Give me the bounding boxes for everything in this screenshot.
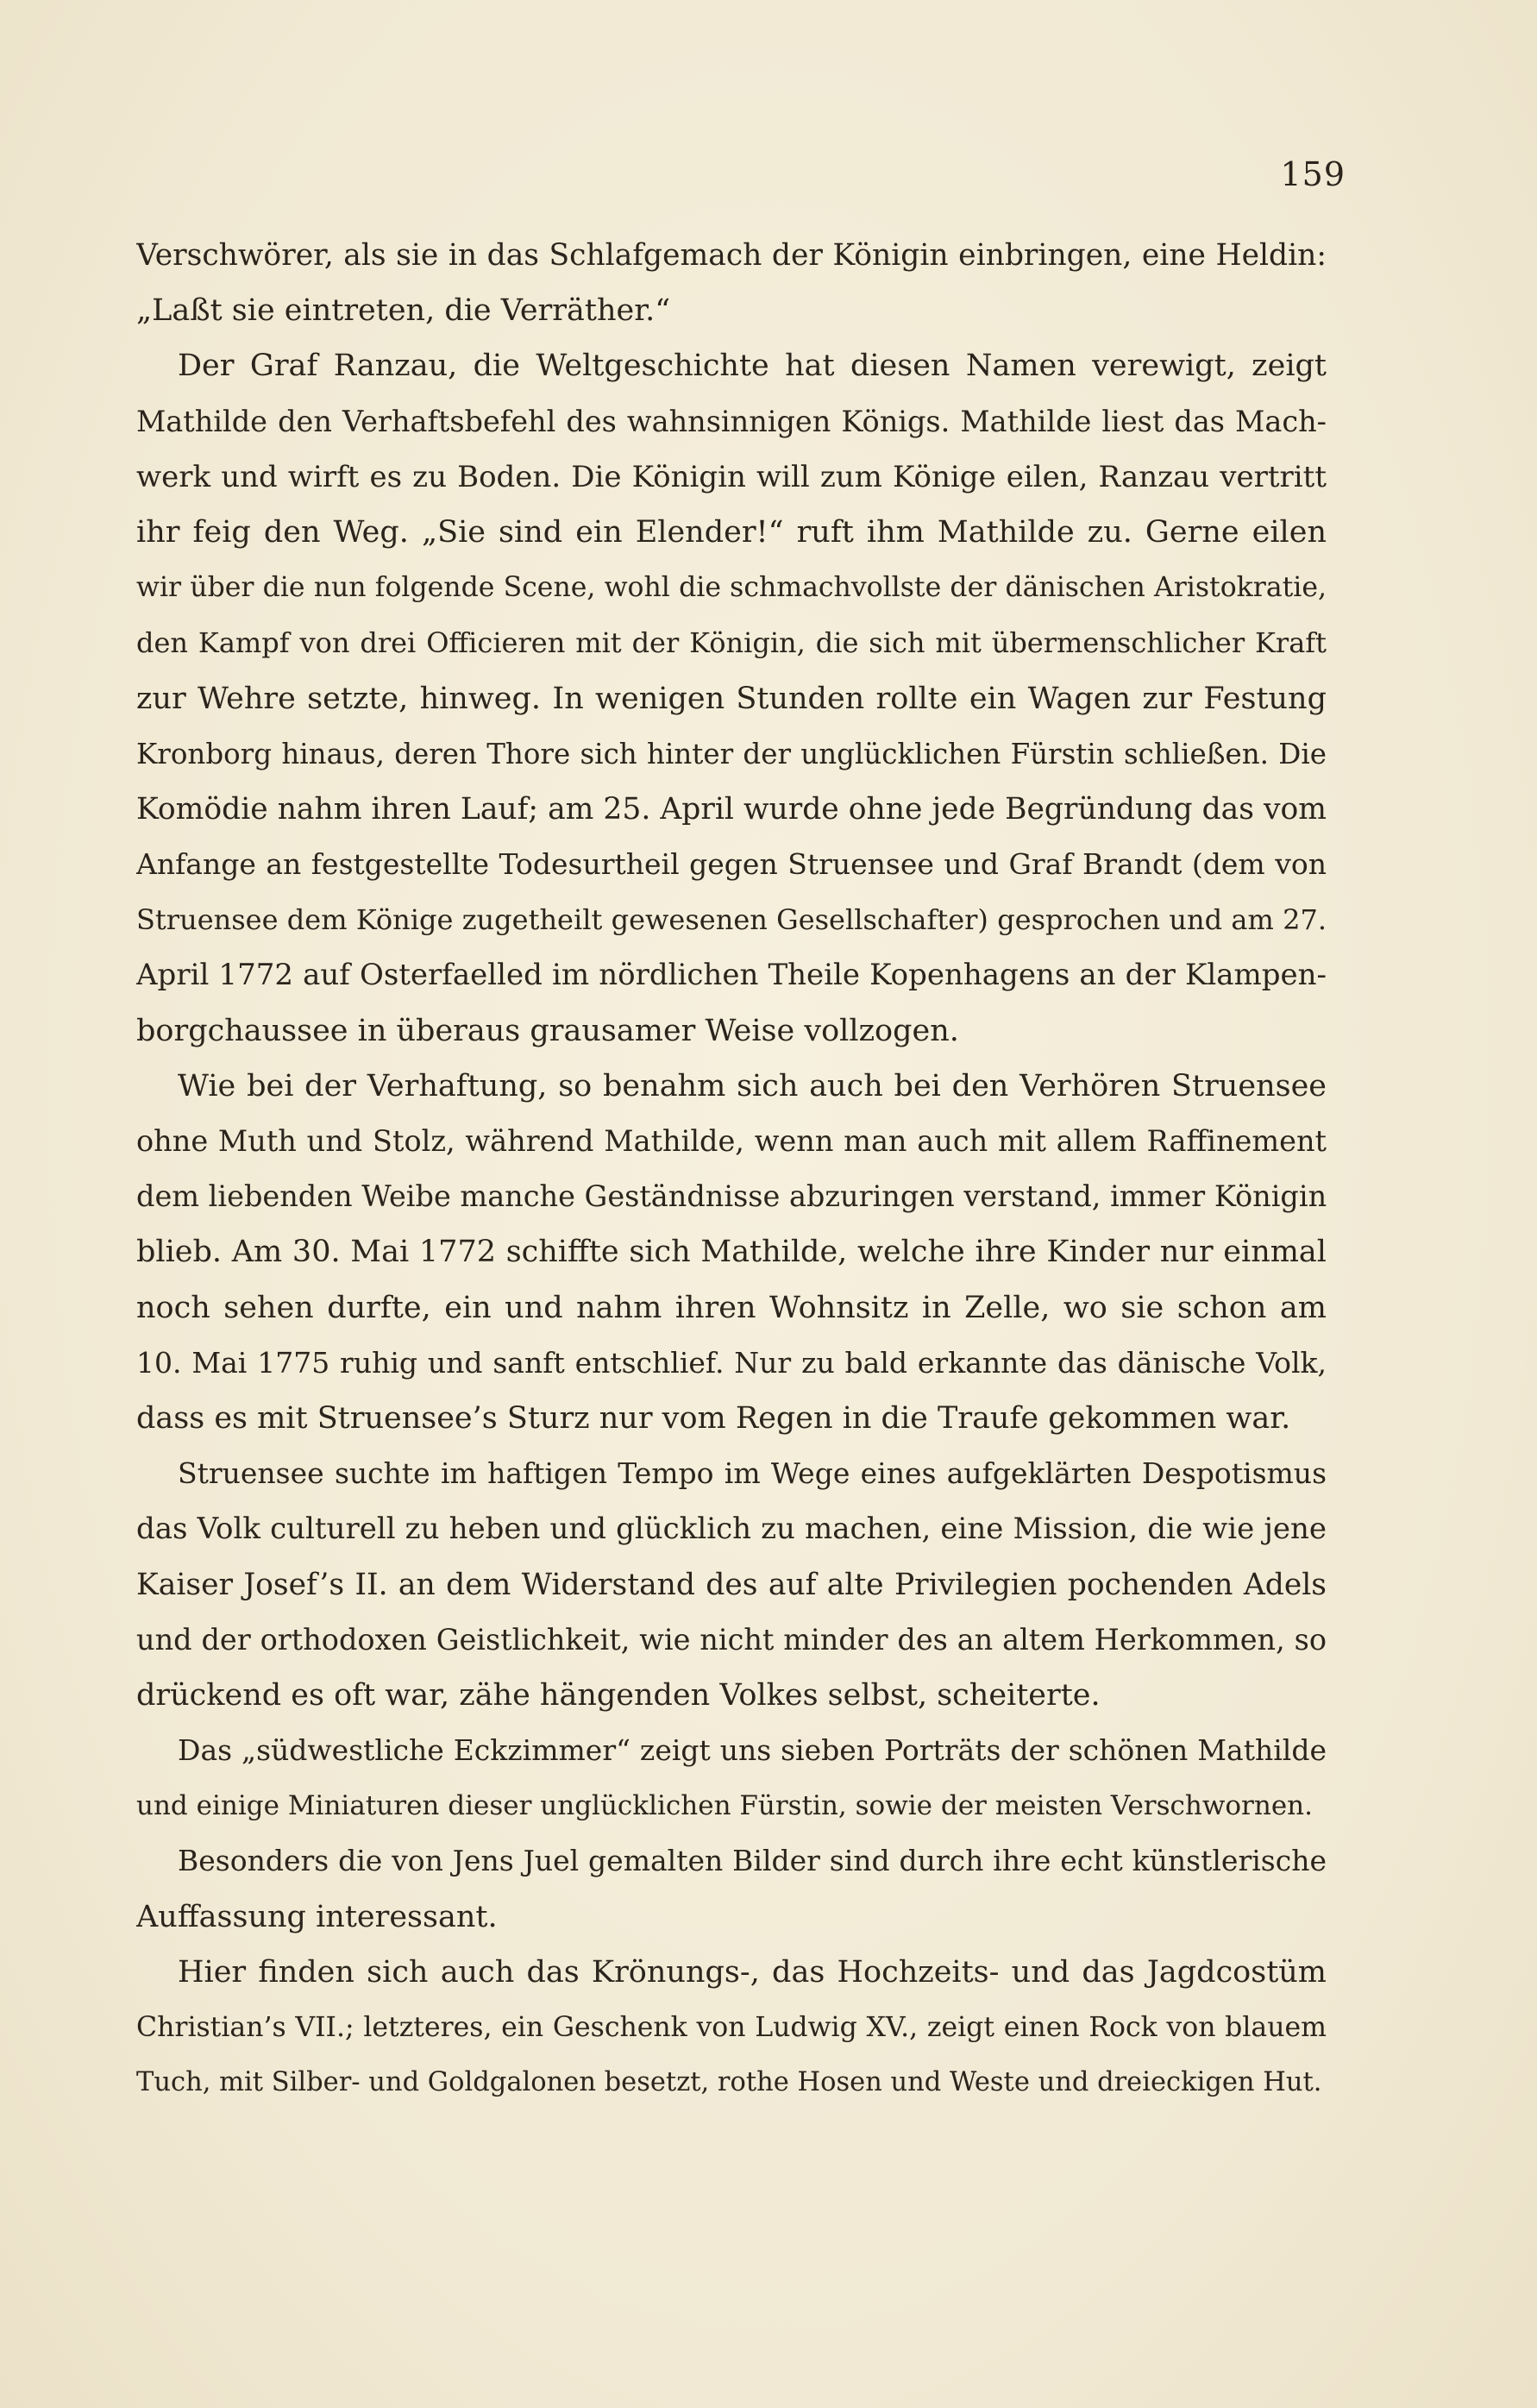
text-line: Auffassung interessant. [136, 1899, 498, 1934]
body-text [136, 228, 1327, 2110]
text-line: Struensee dem Könige zugetheilt gewesenen Gesellschafter) gesprochen und am 27. [136, 903, 1327, 937]
text-line: und der orthodoxen Geistlichkeit, wie nicht minder des an altem Herkommen, so [136, 1622, 1327, 1657]
page-number: 159 [1280, 155, 1346, 193]
text-line: zur Wehre setzte, hinweg. In wenigen Stunden rollte ein Wagen zur Festung [136, 681, 1327, 716]
text-line: dem liebenden Weibe manche Geständnisse abzuringen verstand, immer Königin [136, 1179, 1327, 1214]
text-line: Der Graf Ranzau, die Weltgeschichte hat diesen Namen verewigt, zeigt [178, 349, 1327, 384]
text-line: 10. Mai 1775 ruhig und sanft entschlief. Nur zu bald erkannte das dänische Volk, [136, 1345, 1327, 1380]
text-line: ihr feig den Weg. „Sie sind ein Elender!“ ruft ihm Mathilde zu. Gerne eilen [136, 514, 1327, 550]
text-line: wir über die nun folgende Scene, wohl die schmachvollste der dänischen Aristokratie, [136, 572, 1327, 604]
text-line: den Kampf von drei Officieren mit der Königin, die sich mit übermenschlicher Kraft [136, 626, 1327, 660]
text-line: Tuch, mit Silber- und Goldgalonen besetzt, rothe Hosen und Weste und dreieckigen Hut. [136, 2067, 1322, 2098]
text-line: das Volk culturell zu heben und glücklich zu machen, eine Mission, die wie jene [136, 1512, 1327, 1547]
text-line: Wie bei der Verhaftung, so benahm sich auch bei den Verhören Struensee [178, 1068, 1327, 1103]
text-line: Kronborg hinaus, deren Thore sich hinter der unglücklichen Fürstin schließen. Die [136, 737, 1327, 770]
text-line: noch sehen durfte, ein und nahm ihren Wohnsitz in Zelle, wo sie schon am [136, 1290, 1327, 1325]
text-line: borgchaussee in überaus grausamer Weise vollzogen. [136, 1013, 959, 1048]
text-line: Christian’s VII.; letzteres, ein Geschenk von Ludwig XV., zeigt einen Rock von blauem [136, 2012, 1327, 2043]
text-line: dass es mit Struensee’s Sturz nur vom Regen in die Traufe gekommen war. [136, 1400, 1291, 1436]
text-line: Kaiser Josef’s II. an dem Widerstand des auf alte Privilegien pochenden Adels [136, 1567, 1327, 1602]
text-line: April 1772 auf Osterfaelled im nördlichen Theile Kopenhagens an der Klampen- [136, 958, 1327, 993]
text-line: werk und wirft es zu Boden. Die Königin will zum Könige eilen, Ranzau vertritt [136, 459, 1327, 494]
text-line: blieb. Am 30. Mai 1772 schiffte sich Mathilde, welche ihre Kinder nur einmal [136, 1235, 1327, 1270]
text-line: Hier finden sich auch das Krönungs-, das Hochzeits- und das Jagdcostüm [178, 1954, 1327, 1990]
text-line: „Laßt sie eintreten, die Verräther.“ [136, 293, 671, 329]
text-line: Verschwörer, als sie in das Schlafgemach der Königin einbringen, eine Heldin: [136, 238, 1327, 273]
text-line: Komödie nahm ihren Lauf; am 25. April wurde ohne jede Begründung das vom [136, 791, 1327, 827]
text-line: Anfange an festgestellte Todesurtheil gegen Struensee und Graf Brandt (dem von [136, 847, 1327, 882]
text-line: Besonders die von Jens Juel gemalten Bilder sind durch ihre echt künstlerische [178, 1844, 1327, 1878]
text-line: Das „südwestliche Eckzimmer“ zeigt uns sieben Porträts der schönen Mathilde [178, 1733, 1327, 1768]
text-line: und einige Miniaturen dieser unglücklichen Fürstin, sowie der meisten Verschwornen. [136, 1790, 1313, 1822]
text-line: drückend es oft war, zähe hängenden Volkes selbst, scheiterte. [136, 1677, 1101, 1713]
text-line: Mathilde den Verhaftsbefehl des wahnsinnigen Königs. Mathilde liest das Mach- [136, 404, 1327, 438]
text-line: ohne Muth und Stolz, während Mathilde, wenn man auch mit allem Raffinement [136, 1124, 1327, 1158]
text-line: Struensee suchte im haftigen Tempo im Wege eines aufgeklärten Despotismus [178, 1456, 1327, 1491]
